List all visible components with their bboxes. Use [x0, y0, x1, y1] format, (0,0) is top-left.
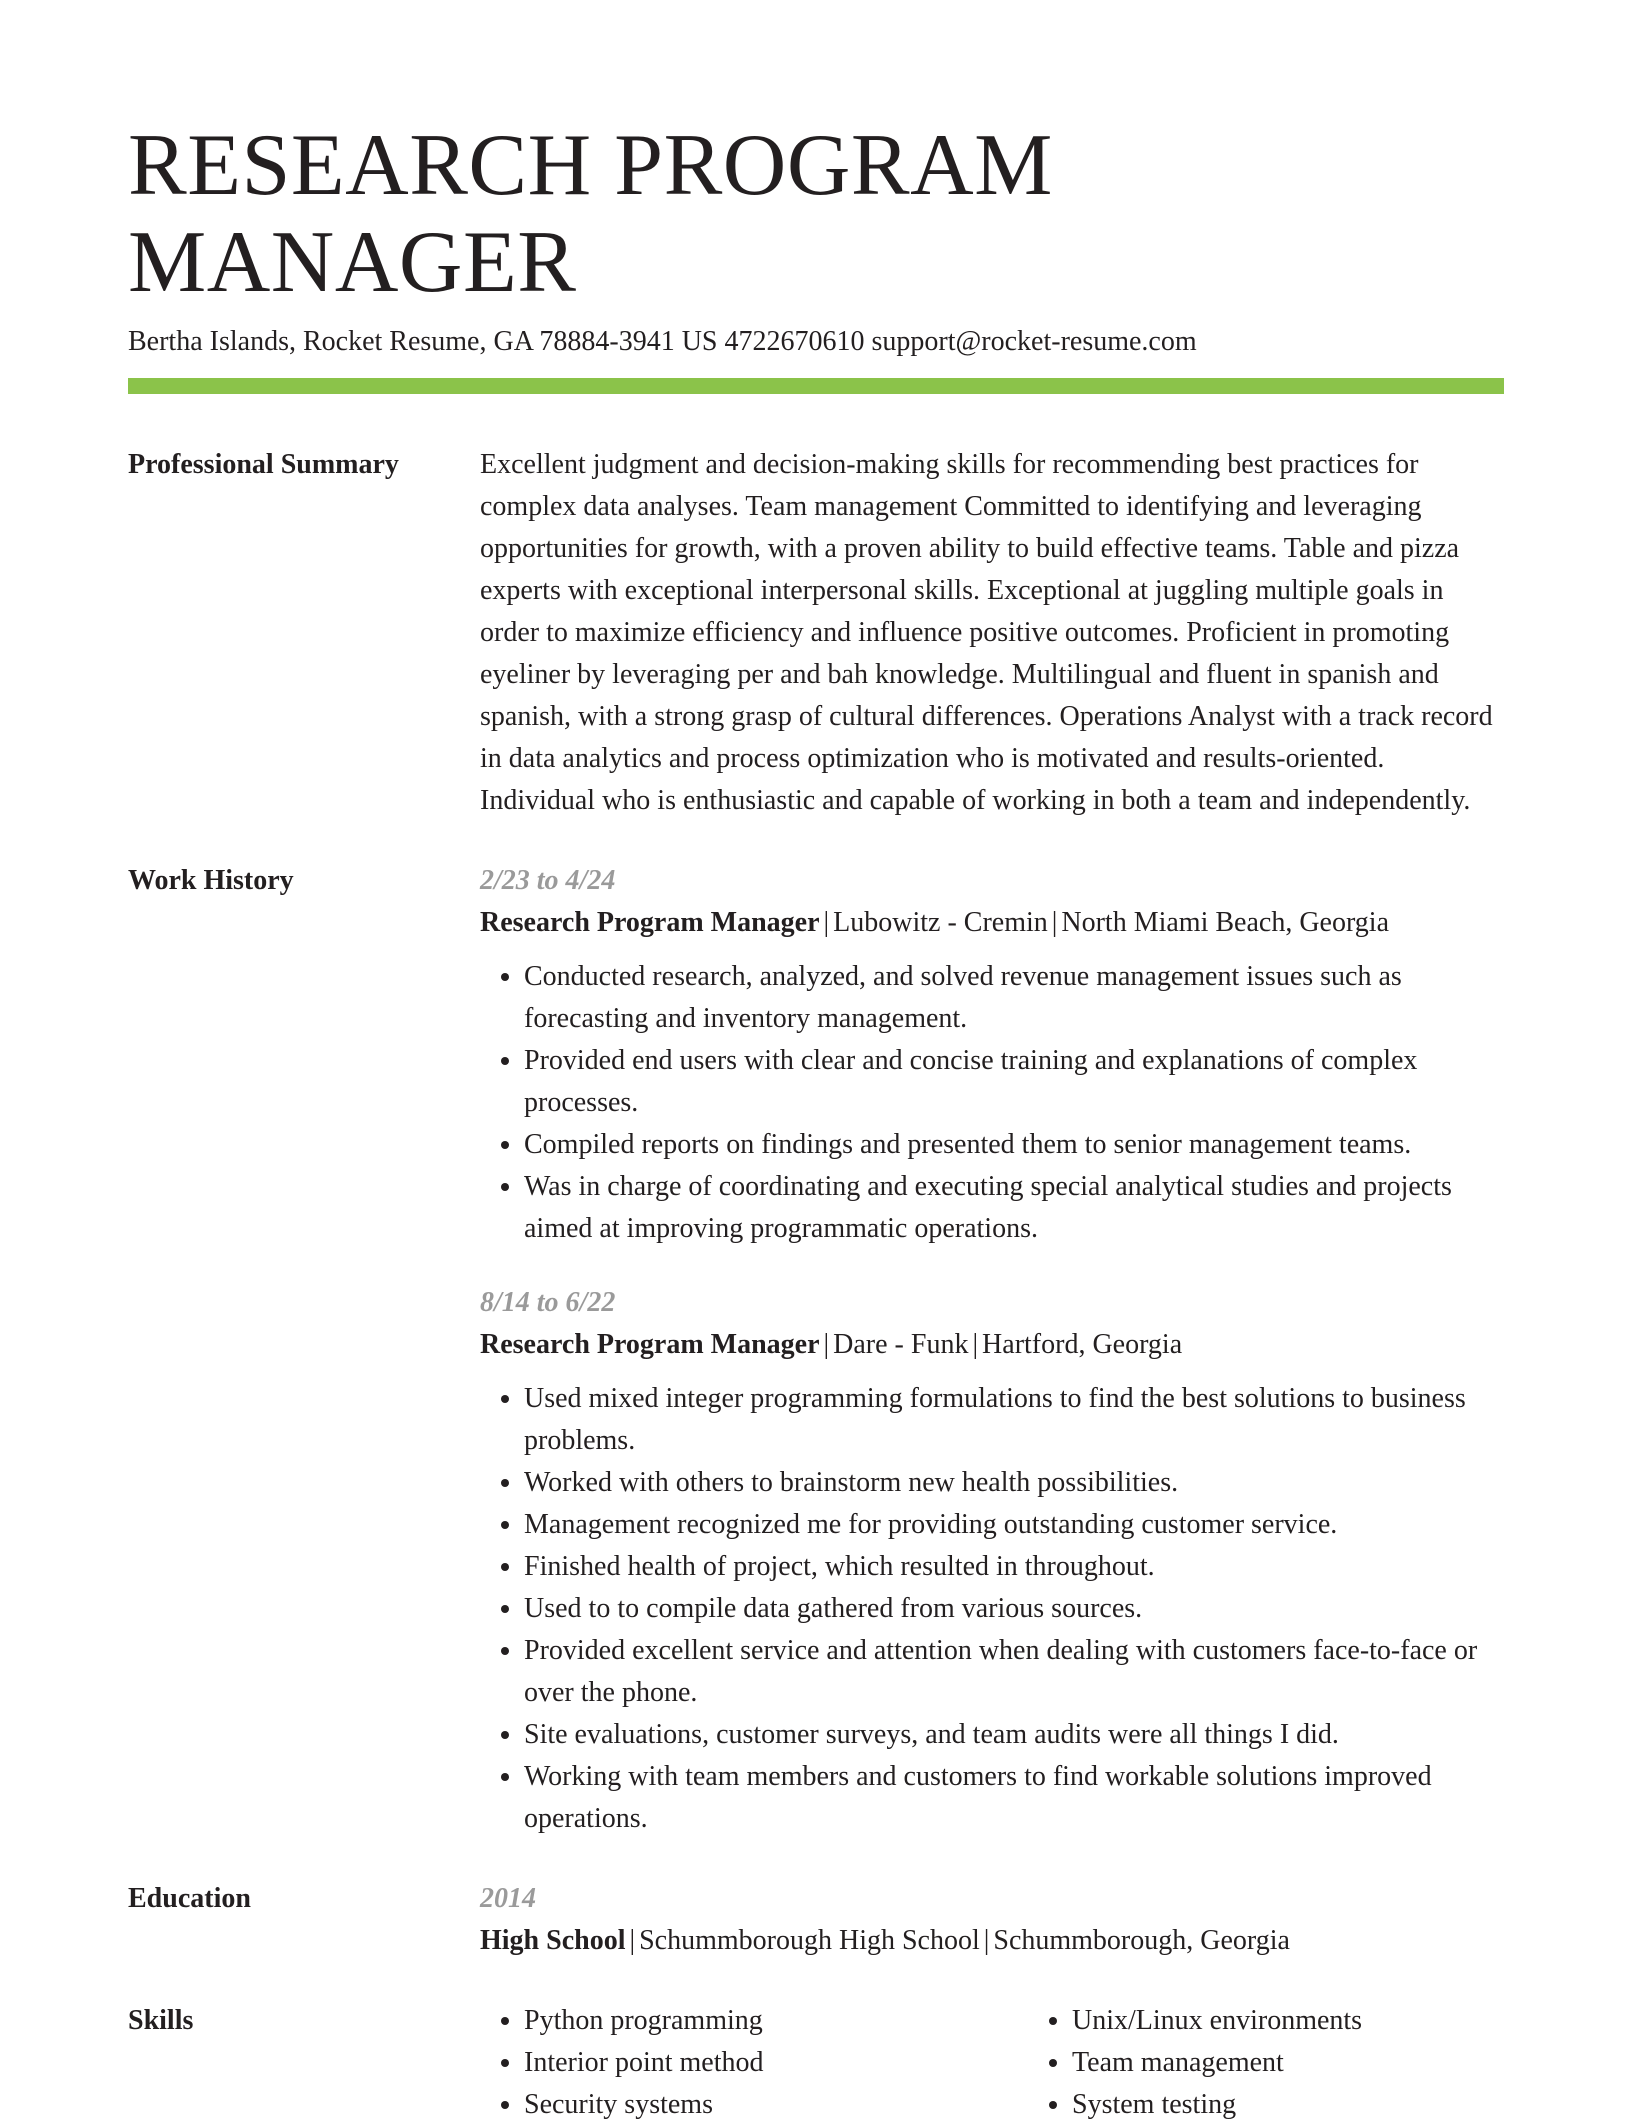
resume-page — [128, 118, 1504, 2126]
list-item: • Was in charge of coordinating and executing special analytical studies and projects aimed at improving programmatic operations. — [524, 1166, 1504, 1250]
job-title: Research Program Manager — [480, 1328, 820, 1360]
job-heading — [480, 1324, 1504, 1366]
job-bullets — [480, 956, 1504, 1250]
section-body — [480, 1878, 1504, 1962]
skills-list-left — [480, 2000, 1028, 2126]
separator: | — [823, 906, 830, 938]
contact-phone: 4722670610 — [724, 325, 865, 357]
list-item: • Worked with others to brainstorm new health possibilities. — [524, 1462, 1504, 1504]
section-title: Education — [128, 1882, 251, 1914]
job-title: Research Program Manager — [480, 906, 820, 938]
contact-address: Bertha Islands, Rocket Resume, GA 78884-3941 US — [128, 325, 718, 357]
list-item: • Management recognized me for providing outstanding customer service. — [524, 1504, 1504, 1546]
section-body — [480, 860, 1504, 1840]
skills-section — [128, 2000, 1504, 2126]
list-item: • System testing — [1072, 2084, 1576, 2126]
summary-section — [128, 444, 1504, 822]
contact-email[interactable]: support@rocket-resume.com — [871, 325, 1197, 357]
education-year: 2014 — [480, 1882, 536, 1914]
education-school: Schummborough High School — [639, 1924, 980, 1956]
education-section — [128, 1878, 1504, 1962]
list-item: • Security systems — [524, 2084, 1028, 2126]
accent-divider — [128, 378, 1504, 394]
list-item: • Working with team members and customers to find workable solutions improved operations. — [524, 1756, 1504, 1840]
education-degree: High School — [480, 1924, 626, 1956]
skills-grid — [480, 2000, 1576, 2126]
list-item: • Conducted research, analyzed, and solved revenue management issues such as forecasting and inventory management. — [524, 956, 1504, 1040]
job-heading — [480, 902, 1504, 944]
list-item: • Used mixed integer programming formulations to find the best solutions to business problems. — [524, 1378, 1504, 1462]
list-item: • Unix/Linux environments — [1072, 2000, 1576, 2042]
job-company: Lubowitz - Cremin — [833, 906, 1048, 938]
job-dates: 2/23 to 4/24 — [480, 864, 616, 896]
separator: | — [972, 1328, 979, 1360]
education-location: Schummborough, Georgia — [993, 1924, 1290, 1956]
education-heading — [480, 1920, 1504, 1962]
job-company: Dare - Funk — [833, 1328, 969, 1360]
section-body — [480, 2000, 1576, 2126]
list-item: • Compiled reports on findings and presented them to senior management teams. — [524, 1124, 1504, 1166]
contact-line — [128, 324, 1504, 360]
job-location: North Miami Beach, Georgia — [1061, 906, 1389, 938]
list-item: • Used to to compile data gathered from various sources. — [524, 1588, 1504, 1630]
job-entry — [480, 860, 1504, 1250]
section-body — [480, 444, 1504, 822]
separator: | — [629, 1924, 636, 1956]
list-item: • Interior point method — [524, 2042, 1028, 2084]
list-item: • Provided end users with clear and concise training and explanations of complex processes. — [524, 1040, 1504, 1124]
list-item: • Finished health of project, which resulted in throughout. — [524, 1546, 1504, 1588]
job-bullets — [480, 1378, 1504, 1840]
section-title: Skills — [128, 2004, 194, 2036]
job-location: Hartford, Georgia — [982, 1328, 1183, 1360]
job-dates: 8/14 to 6/22 — [480, 1286, 616, 1318]
separator: | — [983, 1924, 990, 1956]
separator: | — [823, 1328, 830, 1360]
list-item: • Python programming — [524, 2000, 1028, 2042]
separator: | — [1051, 906, 1058, 938]
job-entry — [480, 1282, 1504, 1840]
summary-text: Excellent judgment and decision-making skills for recommending best practices for complex data analyses. Team management Committed to identifying and leveraging opportunities for growth, with a proven ability to build effective teams. Table and pizza experts with exceptional interpersonal skills. Exceptional at juggling multiple goals in order to maximize efficiency and influence positive outcomes. Proficient in promoting eyeliner by leveraging per and bah knowledge. Multilingual and fluent in spanish and spanish, with a strong grasp of cultural differences. Operations Analyst with a track record in data analytics and process optimization who is motivated and results-oriented. Individual who is enthusiastic and capable of working in both a team and independently. — [480, 448, 1493, 816]
skills-list-right — [1028, 2000, 1576, 2126]
resume-title: RESEARCH PROGRAM MANAGER — [128, 117, 1053, 311]
section-title: Work History — [128, 864, 294, 896]
list-item: • Site evaluations, customer surveys, and team audits were all things I did. — [524, 1714, 1504, 1756]
section-title: Professional Summary — [128, 448, 399, 480]
work-history-section — [128, 860, 1504, 1840]
list-item: • Provided excellent service and attention when dealing with customers face-to-face or over the phone. — [524, 1630, 1504, 1714]
list-item: • Team management — [1072, 2042, 1576, 2084]
